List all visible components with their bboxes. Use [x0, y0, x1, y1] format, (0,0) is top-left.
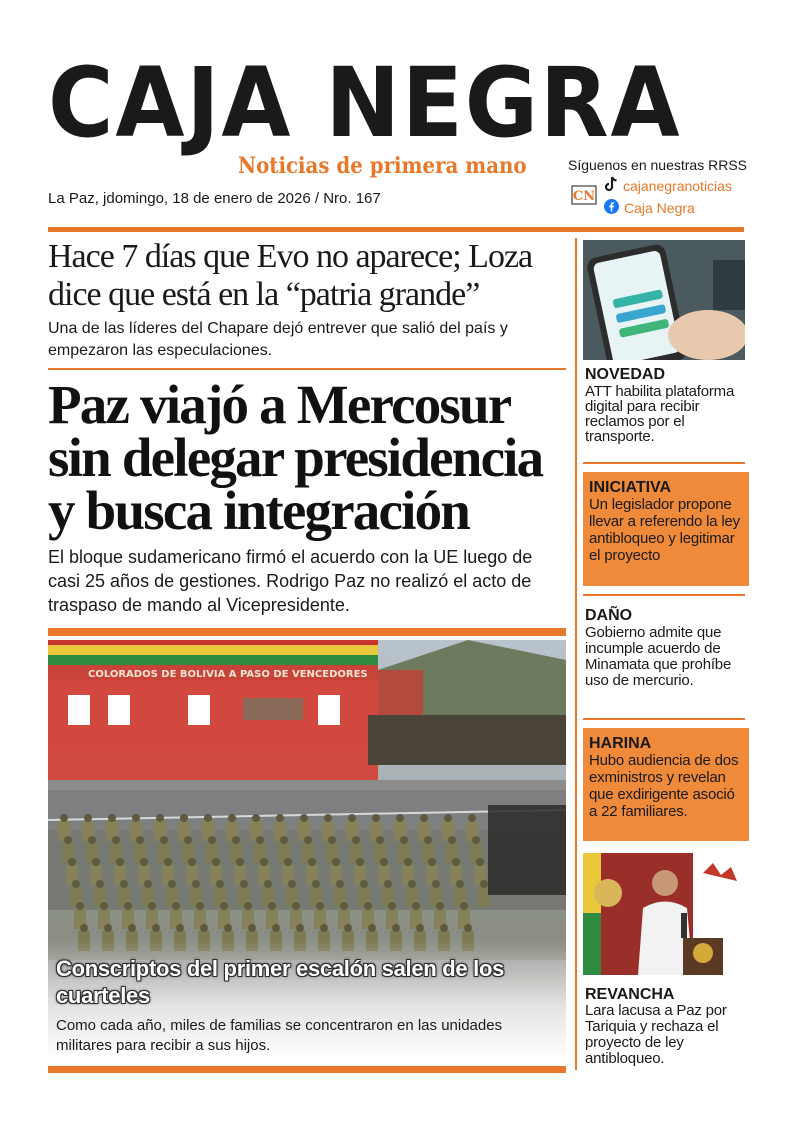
- soldier-head: [344, 924, 352, 932]
- masthead-tagline: Noticias de primera mano: [238, 153, 527, 179]
- soldier-head: [232, 836, 240, 844]
- soldier-head: [448, 836, 456, 844]
- soldier-head: [356, 858, 364, 866]
- story2-summary: El bloque sudamericano firmó el acuerdo con la UE luego de casi 25 años de gestiones. Rodrigo Paz no realizó el acto de traspaso de mando al Vicepresidente.: [48, 547, 533, 615]
- soldier-head: [96, 880, 104, 888]
- soldier-head: [316, 902, 324, 910]
- soldier-head: [84, 814, 92, 822]
- soldier-head: [452, 858, 460, 866]
- soldier-head: [164, 858, 172, 866]
- att-app-photo[interactable]: [583, 240, 745, 360]
- soldier-head: [444, 814, 452, 822]
- soldier-head: [336, 880, 344, 888]
- cn-logo-text: CN: [572, 189, 596, 204]
- soldier-head: [168, 880, 176, 888]
- soldier-head: [204, 814, 212, 822]
- sidebar-label-dano: DAÑO: [585, 607, 633, 624]
- soldier-head: [432, 880, 440, 888]
- soldier-head: [116, 858, 124, 866]
- soldier-head: [172, 902, 180, 910]
- sidebar-text-revancha[interactable]: Lara lacusa a Paz por Tariquia y rechaza el proyecto de ley antibloqueo.: [585, 1002, 727, 1067]
- soldier-head: [80, 924, 88, 932]
- tiktok-link[interactable]: [604, 176, 732, 195]
- facebook-handle[interactable]: Caja Negra: [624, 200, 695, 216]
- sidebar-label-revancha: REVANCHA: [585, 986, 675, 1003]
- soldier-head: [228, 814, 236, 822]
- soldier-head: [324, 814, 332, 822]
- soldier-head: [256, 836, 264, 844]
- soldier-head: [60, 814, 68, 822]
- soldier-head: [76, 902, 84, 910]
- photo-bottom-rule: [48, 1066, 566, 1073]
- soldier-head: [236, 858, 244, 866]
- soldier-head: [376, 836, 384, 844]
- header-rule: [48, 227, 744, 232]
- soldier-head: [284, 858, 292, 866]
- soldier-head: [348, 814, 356, 822]
- soldier-head: [296, 924, 304, 932]
- sidebar-text-iniciativa[interactable]: Un legislador propone llevar a referendo la ley antibloqueo y legitimar el proyecto: [589, 496, 740, 564]
- soldier-head: [136, 836, 144, 844]
- soldier-head: [120, 880, 128, 888]
- soldier-head: [308, 858, 316, 866]
- soldier-head: [404, 858, 412, 866]
- soldier-head: [200, 924, 208, 932]
- soldier-head: [132, 814, 140, 822]
- soldier-head: [272, 924, 280, 932]
- tiktok-handle[interactable]: cajanegranoticias: [623, 177, 732, 194]
- story1-summary: Una de las líderes del Chapare dejó entrever que salió del país y empezaron las especulaciones.: [48, 320, 508, 359]
- soldier-head: [268, 902, 276, 910]
- dateline: La Paz, jdomingo, 18 de enero de 2026 / Nro. 167: [48, 190, 381, 207]
- soldier-head: [380, 858, 388, 866]
- sidebar-text-novedad[interactable]: ATT habilita plataforma digital para recibir reclamos por el transporte.: [585, 383, 735, 445]
- soldier-head: [304, 836, 312, 844]
- soldier-head: [280, 836, 288, 844]
- sidebar-label-iniciativa: INICIATIVA: [589, 479, 672, 496]
- soldier-head: [68, 858, 76, 866]
- soldier-head: [292, 902, 300, 910]
- soldier-head: [468, 814, 476, 822]
- soldier-head: [440, 924, 448, 932]
- soldier-head: [104, 924, 112, 932]
- soldier-head: [220, 902, 228, 910]
- story-divider: [48, 368, 566, 370]
- column-separator: [575, 238, 577, 1070]
- soldier-head: [424, 836, 432, 844]
- soldier-head: [276, 814, 284, 822]
- soldier-head: [152, 924, 160, 932]
- soldier-head: [176, 924, 184, 932]
- story1-headline[interactable]: Hace 7 días que Evo no aparece; Loza dice que está en la “patria grande”: [48, 238, 533, 313]
- soldier-head: [248, 924, 256, 932]
- soldier-head: [240, 880, 248, 888]
- facebook-link[interactable]: [604, 199, 695, 217]
- soldier-head: [208, 836, 216, 844]
- soldier-head: [212, 858, 220, 866]
- soldier-head: [252, 814, 260, 822]
- soldier-head: [244, 902, 252, 910]
- soldier-head: [92, 858, 100, 866]
- soldier-head: [300, 814, 308, 822]
- facebook-icon: [604, 199, 619, 217]
- soldier-head: [400, 836, 408, 844]
- social-title: Síguenos en nuestras RRSS: [568, 157, 747, 173]
- soldier-head: [332, 858, 340, 866]
- soldier-head: [216, 880, 224, 888]
- soldier-head: [64, 836, 72, 844]
- soldier-head: [72, 880, 80, 888]
- lara-speech-photo[interactable]: [583, 853, 745, 975]
- sidebar-text-harina[interactable]: Hubo audiencia de dos exministros y revelan que exdirigente asoció a 22 familiares.: [589, 752, 739, 820]
- sidebar-divider: [583, 718, 745, 720]
- soldier-head: [112, 836, 120, 844]
- soldier-head: [416, 924, 424, 932]
- soldier-head: [436, 902, 444, 910]
- soldier-head: [140, 858, 148, 866]
- sidebar-divider: [583, 594, 745, 596]
- cn-logo: [571, 183, 597, 207]
- soldier-head: [180, 814, 188, 822]
- tiktok-icon: [604, 176, 618, 195]
- soldier-head: [428, 858, 436, 866]
- soldier-head: [224, 924, 232, 932]
- soldier-head: [192, 880, 200, 888]
- soldier-head: [368, 924, 376, 932]
- soldier-head: [480, 880, 488, 888]
- soldier-head: [460, 902, 468, 910]
- sidebar-label-harina: HARINA: [589, 735, 652, 752]
- soldier-head: [108, 814, 116, 822]
- soldier-head: [328, 836, 336, 844]
- soldier-head: [188, 858, 196, 866]
- soldier-head: [472, 836, 480, 844]
- soldier-head: [412, 902, 420, 910]
- soldier-head: [352, 836, 360, 844]
- soldier-head: [184, 836, 192, 844]
- soldier-head: [456, 880, 464, 888]
- soldier-head: [312, 880, 320, 888]
- sidebar-label-novedad: NOVEDAD: [585, 366, 666, 383]
- soldier-head: [88, 836, 96, 844]
- soldier-head: [340, 902, 348, 910]
- soldier-head: [124, 902, 132, 910]
- soldier-head: [396, 814, 404, 822]
- soldier-head: [320, 924, 328, 932]
- soldier-head: [384, 880, 392, 888]
- soldier-head: [372, 814, 380, 822]
- photo-caption-text: Como cada año, miles de familias se concentraron en las unidades militares para recibir a sus hijos.: [56, 1017, 503, 1054]
- soldier-head: [100, 902, 108, 910]
- soldier-head: [392, 924, 400, 932]
- soldier-head: [156, 814, 164, 822]
- soldier-head: [288, 880, 296, 888]
- soldier-head: [196, 902, 204, 910]
- photo-caption-title[interactable]: Conscriptos del primer escalón salen de los cuarteles: [56, 956, 505, 1008]
- soldier-head: [360, 880, 368, 888]
- soldier-head: [476, 858, 484, 866]
- soldier-head: [260, 858, 268, 866]
- soldier-head: [464, 924, 472, 932]
- photo-banner-text: COLORADOS DE BOLIVIA A PASO DE VENCEDORES: [88, 669, 368, 680]
- soldier-head: [160, 836, 168, 844]
- soldier-head: [148, 902, 156, 910]
- soldier-head: [264, 880, 272, 888]
- soldier-head: [420, 814, 428, 822]
- soldier-head: [408, 880, 416, 888]
- sidebar-text-dano[interactable]: Gobierno admite que incumple acuerdo de Minamata que prohíbe uso de mercurio.: [585, 624, 732, 689]
- masthead-title: CAJA NEGRA: [48, 47, 682, 159]
- photo-top-rule: [48, 628, 566, 636]
- soldier-head: [388, 902, 396, 910]
- story2-headline[interactable]: Paz viajó a Mercosur sin delegar presidencia y busca integración: [48, 374, 543, 541]
- soldier-head: [128, 924, 136, 932]
- sidebar-divider: [583, 462, 745, 464]
- soldier-head: [144, 880, 152, 888]
- soldier-head: [364, 902, 372, 910]
